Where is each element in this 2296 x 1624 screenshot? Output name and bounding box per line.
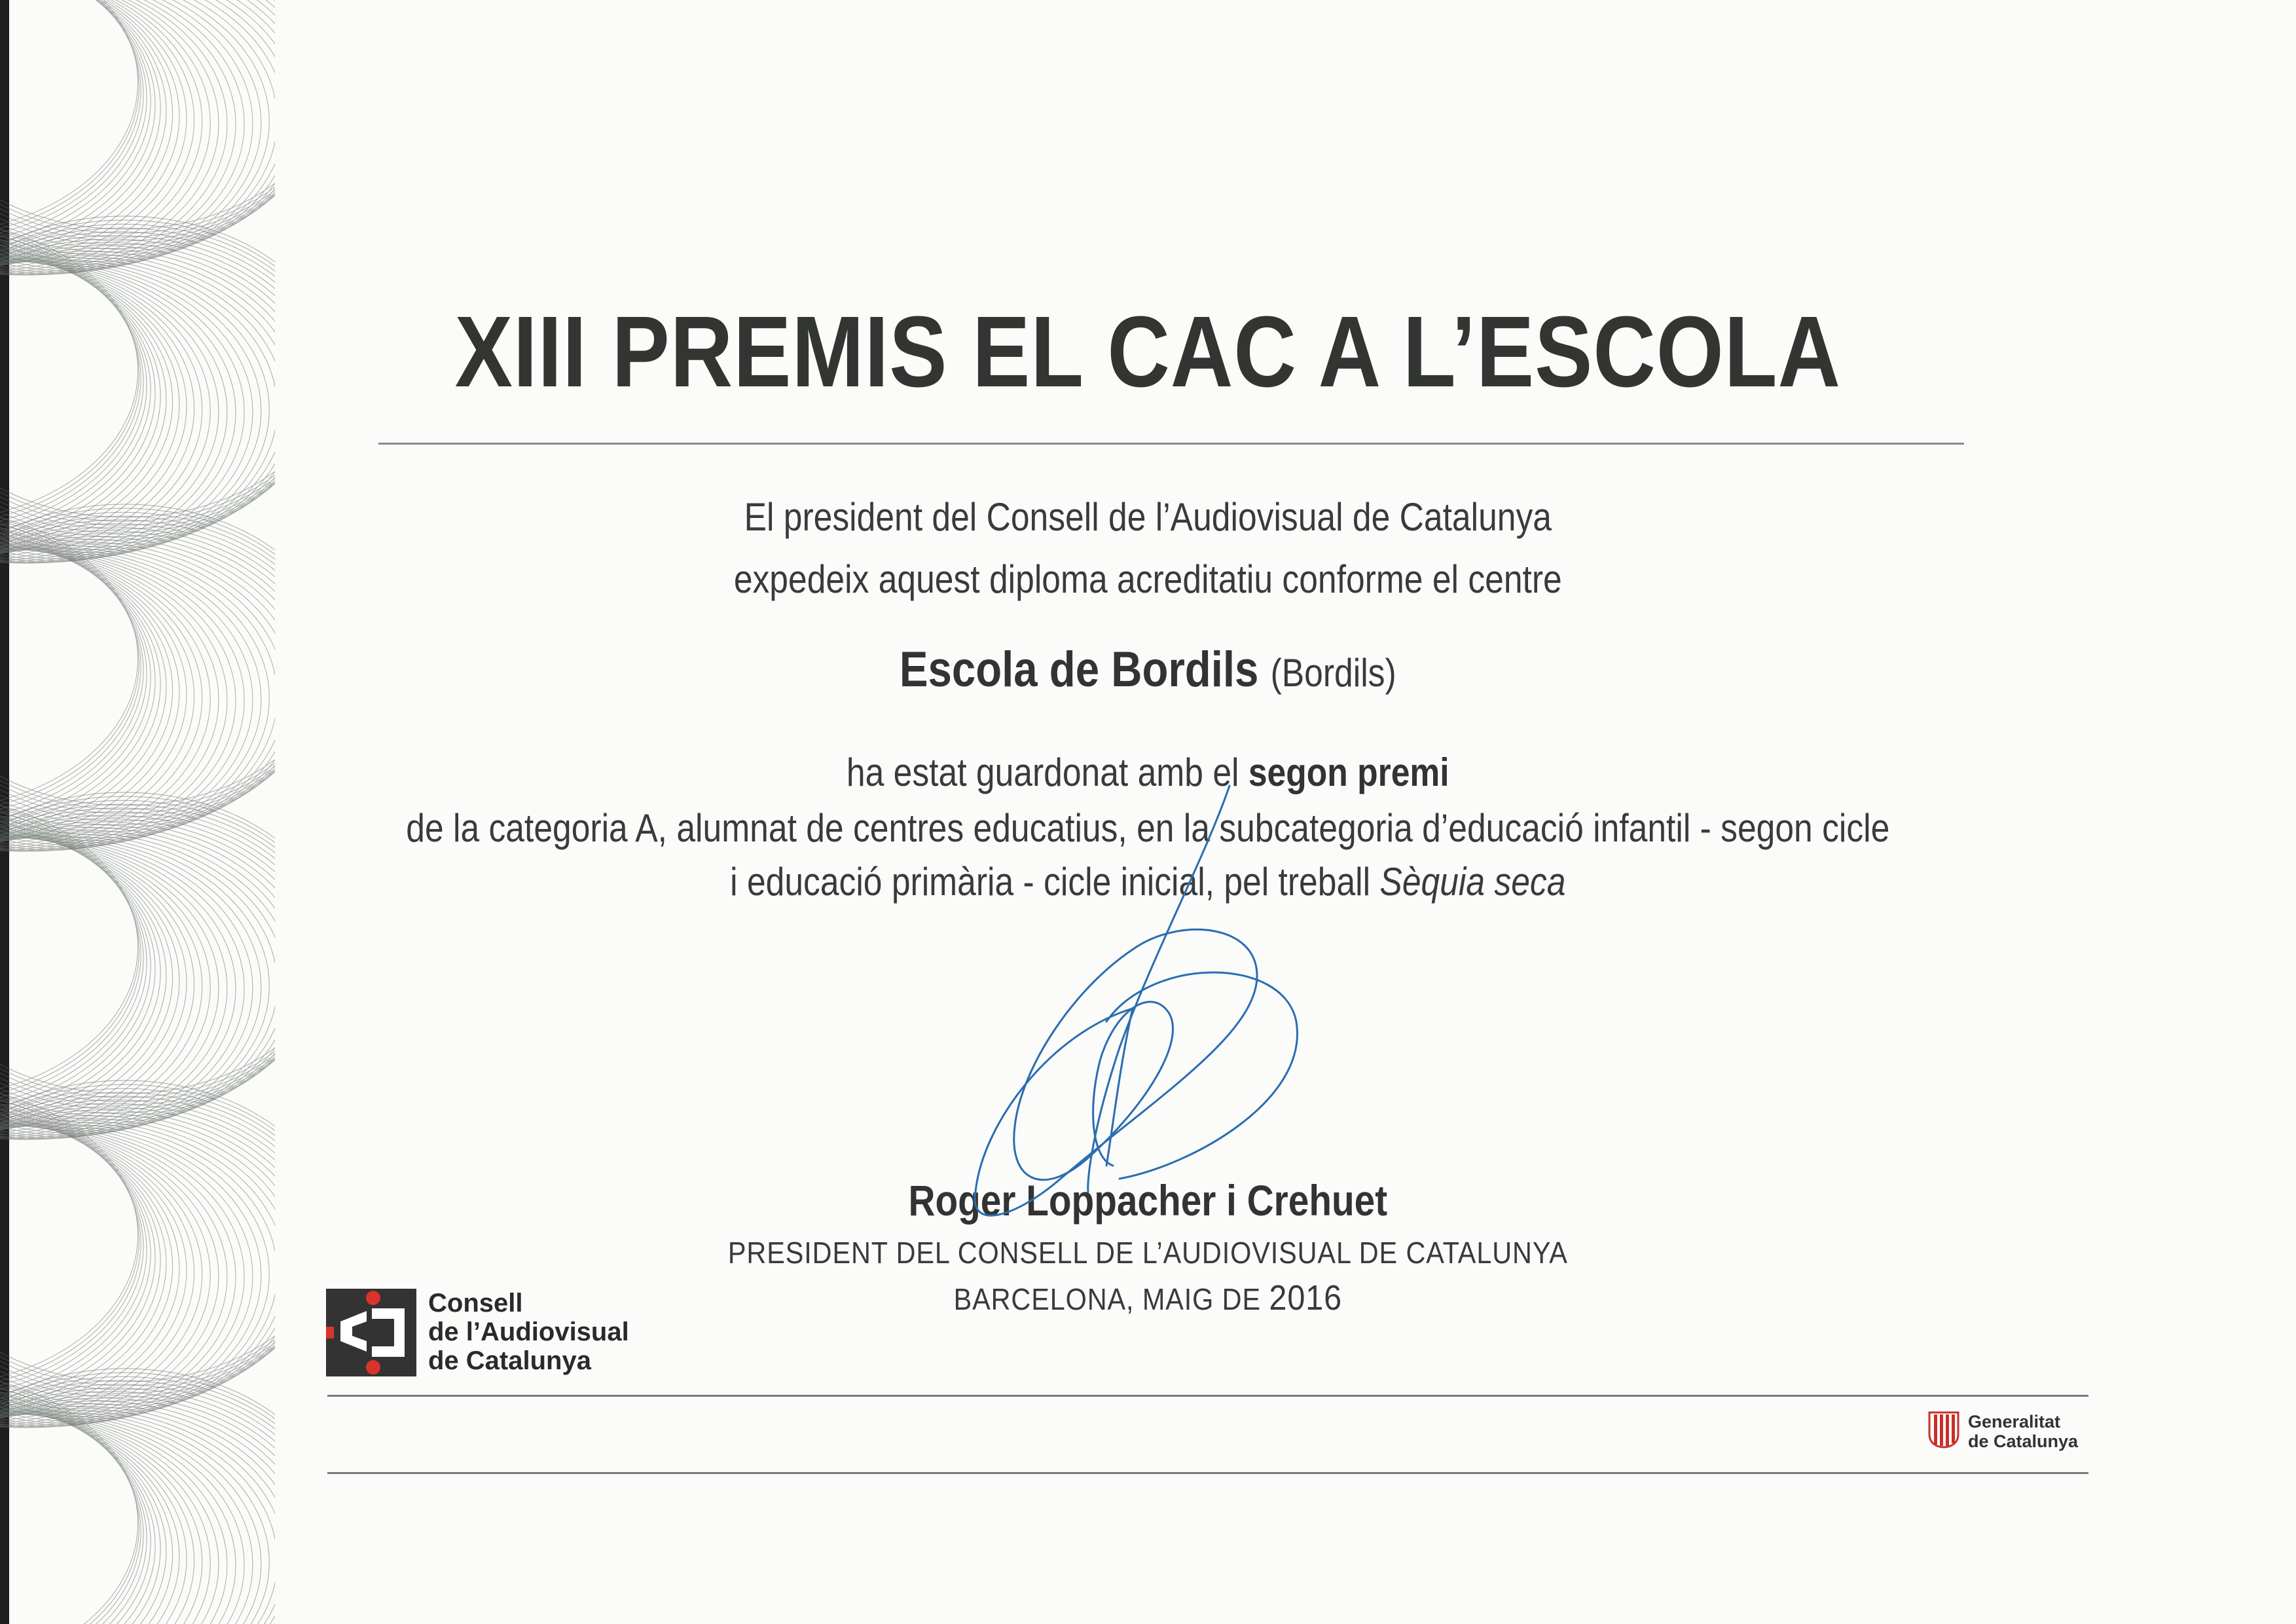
diploma-title: XIII PREMIS EL CAC A L’ESCOLA <box>454 295 1841 408</box>
signer-role: PRESIDENT DEL CONSELL DE L’AUDIOVISUAL DE CATALUNYA <box>727 1236 1568 1270</box>
award-line-2: de la categoria A, alumnat de centres educatius, en la subcategoria d’educació infantil - segon cicle <box>406 806 1890 850</box>
footer-divider-top <box>327 1395 2088 1397</box>
cac-logo-text <box>428 1289 629 1375</box>
cac-logo-line-3: de Catalunya <box>428 1346 591 1375</box>
generalitat-logo-text <box>1968 1412 2078 1451</box>
handwritten-signature <box>917 760 1336 1218</box>
school-name: Escola de Bordils <box>899 642 1259 697</box>
place-date <box>115 1280 2181 1316</box>
cac-logo-icon <box>326 1289 416 1376</box>
award-prize: segon premi <box>1248 750 1449 794</box>
intro-line-1: El president del Consell de l’Audiovisual de Catalunya <box>744 495 1552 539</box>
generalitat-logo-line-1: Generalitat <box>1968 1412 2061 1431</box>
generalitat-logo-icon <box>1927 1411 1960 1449</box>
cac-logo-line-2: de l’Audiovisual <box>428 1318 629 1346</box>
school-line <box>160 642 2135 697</box>
signer-name: Roger Loppacher i Crehuet <box>908 1176 1388 1225</box>
award-line-3-prefix: i educació primària - cicle inicial, pel treball <box>730 860 1371 904</box>
footer-divider-bottom <box>327 1472 2088 1474</box>
cac-logo-line-1: Consell <box>428 1289 523 1318</box>
school-town: (Bordils) <box>1270 651 1396 695</box>
title-divider <box>378 443 1964 445</box>
place-date-prefix: BARCELONA, MAIG DE <box>953 1282 1261 1316</box>
award-line-1-prefix: ha estat guardonat amb el <box>846 750 1239 794</box>
place-date-year: 2016 <box>1269 1278 1343 1318</box>
intro-line-2: expedeix aquest diploma acreditatiu conforme el centre <box>733 557 1562 601</box>
generalitat-logo-line-2: de Catalunya <box>1968 1431 2079 1451</box>
work-title: Sèquia seca <box>1379 860 1566 904</box>
